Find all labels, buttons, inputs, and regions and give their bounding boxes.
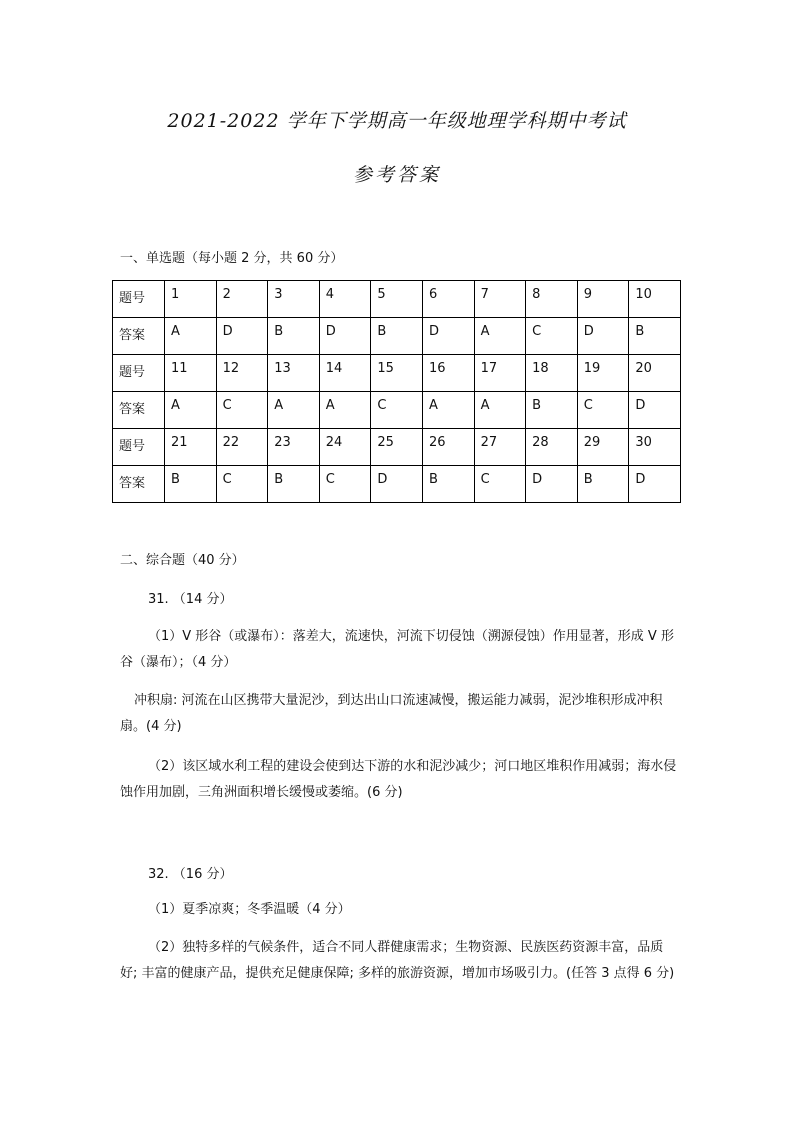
table-cell: 8 <box>526 281 578 318</box>
section-2-heading: 二、综合题（40 分） <box>120 553 245 568</box>
table-cell: 19 <box>577 355 629 392</box>
table-cell: 28 <box>526 429 578 466</box>
answer-table-body <box>113 281 681 503</box>
question-31-part-1-fan: 冲积扇: 河流在山区携带大量泥沙，到达出山口流速减慢，搬运能力减弱，泥沙堆积形成冲积扇。(4 分) <box>120 693 663 734</box>
answer-table <box>112 280 681 503</box>
table-cell: 30 <box>629 429 681 466</box>
table-cell: D <box>216 318 268 355</box>
table-cell: B <box>577 466 629 503</box>
table-cell: B <box>526 392 578 429</box>
table-cell: 9 <box>577 281 629 318</box>
table-cell: 18 <box>526 355 578 392</box>
table-cell: 13 <box>268 355 320 392</box>
table-cell: C <box>371 392 423 429</box>
page-title: 2021-2022 学年下学期高一年级地理学科期中考试 <box>167 110 627 132</box>
table-row <box>113 392 681 429</box>
table-cell: B <box>629 318 681 355</box>
table-cell: C <box>216 392 268 429</box>
table-cell: 16 <box>422 355 474 392</box>
table-cell: 10 <box>629 281 681 318</box>
table-cell: 17 <box>474 355 526 392</box>
table-row <box>113 466 681 503</box>
table-cell: D <box>629 466 681 503</box>
question-32-heading: 32. （16 分） <box>148 867 233 882</box>
table-cell: 25 <box>371 429 423 466</box>
table-row-label: 答案 <box>113 392 165 429</box>
table-cell: 27 <box>474 429 526 466</box>
table-cell: 21 <box>165 429 217 466</box>
table-cell: A <box>165 318 217 355</box>
table-cell: 7 <box>474 281 526 318</box>
table-row-label: 题号 <box>113 355 165 392</box>
table-cell: B <box>422 466 474 503</box>
table-cell: D <box>629 392 681 429</box>
question-31-heading: 31. （14 分） <box>148 592 233 607</box>
table-cell: 24 <box>319 429 371 466</box>
table-row-label: 答案 <box>113 466 165 503</box>
table-cell: D <box>319 318 371 355</box>
table-cell: D <box>526 466 578 503</box>
table-row-label: 题号 <box>113 281 165 318</box>
table-row <box>113 318 681 355</box>
table-cell: C <box>526 318 578 355</box>
table-cell: 11 <box>165 355 217 392</box>
table-row <box>113 355 681 392</box>
table-cell: C <box>577 392 629 429</box>
table-cell: A <box>319 392 371 429</box>
table-cell: 20 <box>629 355 681 392</box>
table-cell: C <box>319 466 371 503</box>
section-1-heading: 一、单选题（每小题 2 分，共 60 分） <box>120 251 344 266</box>
table-cell: C <box>474 466 526 503</box>
table-cell: 6 <box>422 281 474 318</box>
table-cell: D <box>422 318 474 355</box>
question-32-part-1: （1）夏季凉爽；冬季温暖（4 分） <box>148 902 351 917</box>
table-cell: 14 <box>319 355 371 392</box>
table-cell: A <box>422 392 474 429</box>
table-cell: 1 <box>165 281 217 318</box>
table-cell: B <box>371 318 423 355</box>
table-cell: B <box>165 466 217 503</box>
question-31-part-2: （2）该区域水利工程的建设会使到达下游的水和泥沙减少；河口地区堆积作用减弱；海水侵蚀作用加剧，三角洲面积增长缓慢或萎缩。(6 分) <box>120 759 677 800</box>
table-cell: D <box>371 466 423 503</box>
table-cell: B <box>268 466 320 503</box>
table-cell: 5 <box>371 281 423 318</box>
table-cell: 12 <box>216 355 268 392</box>
table-cell: 3 <box>268 281 320 318</box>
table-cell: 22 <box>216 429 268 466</box>
table-cell: A <box>474 318 526 355</box>
table-cell: A <box>165 392 217 429</box>
table-cell: 15 <box>371 355 423 392</box>
table-cell: 23 <box>268 429 320 466</box>
table-cell: B <box>268 318 320 355</box>
table-cell: 2 <box>216 281 268 318</box>
table-cell: 26 <box>422 429 474 466</box>
table-row <box>113 281 681 318</box>
table-row <box>113 429 681 466</box>
table-row-label: 答案 <box>113 318 165 355</box>
table-cell: 29 <box>577 429 629 466</box>
question-32-part-2: （2）独特多样的气候条件，适合不同人群健康需求；生物资源、民族医药资源丰富，品质好; 丰富的健康产品，提供充足健康保障; 多样的旅游资源，增加市场吸引力。(任答 3 点得 6 分) <box>120 940 675 981</box>
table-cell: 4 <box>319 281 371 318</box>
table-cell: A <box>474 392 526 429</box>
table-cell: C <box>216 466 268 503</box>
table-cell: A <box>268 392 320 429</box>
question-31-part-1: （1）V 形谷（或瀑布）：落差大，流速快，河流下切侵蚀（溯源侵蚀）作用显著，形成 V 形谷（瀑布）；（4 分） <box>120 629 674 670</box>
table-cell: D <box>577 318 629 355</box>
page-subtitle: 参考答案 <box>352 164 441 186</box>
table-row-label: 题号 <box>113 429 165 466</box>
